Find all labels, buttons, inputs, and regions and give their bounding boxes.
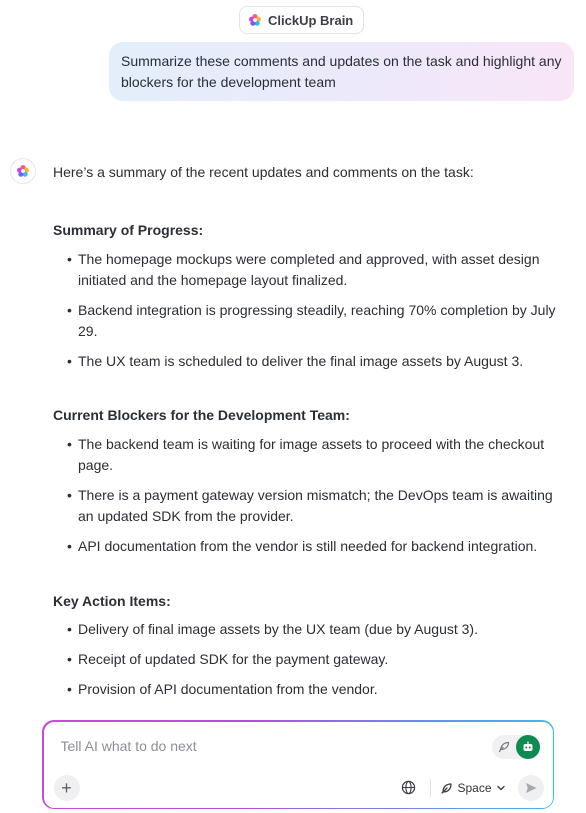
section-heading-action-items: Key Action Items: — [53, 593, 171, 609]
feather-icon[interactable] — [492, 735, 516, 759]
list-item: • Backend integration is progressing steadily, reaching 70% completion by July 29. — [53, 300, 563, 342]
ai-composer — [42, 720, 554, 809]
list-item: • Receipt of updated SDK for the payment gateway. — [53, 649, 563, 670]
blockers-list — [53, 434, 563, 566]
list-item: • Delivery of final image assets by the UX team (due by August 3). — [53, 619, 563, 640]
action-items-list — [53, 619, 563, 709]
user-message-bubble: Summarize these comments and updates on the task and highlight any blockers for the development team — [109, 42, 574, 101]
progress-list — [53, 249, 563, 381]
section-heading-progress: Summary of Progress: — [53, 222, 204, 238]
chevron-down-icon — [496, 783, 506, 793]
section-heading-blockers: Current Blockers for the Development Team: — [53, 407, 350, 423]
list-item: • There is a payment gateway version mismatch; the DevOps team is awaiting an updated SDK from the provider. — [53, 485, 563, 527]
globe-icon — [401, 780, 416, 795]
ai-avatar — [10, 158, 36, 184]
list-item: • API documentation from the vendor is still needed for backend integration. — [53, 536, 563, 557]
send-icon — [524, 781, 538, 795]
list-item: • Provision of API documentation from the vendor. — [53, 679, 563, 700]
brand-label: ClickUp Brain — [268, 12, 354, 28]
plus-icon: + — [61, 777, 72, 798]
list-item: • The backend team is waiting for image assets to proceed with the checkout page. — [53, 434, 563, 476]
list-item: • The homepage mockups were completed and approved, with asset design initiated and the homepage layout finalized. — [53, 249, 563, 291]
space-icon — [440, 781, 454, 795]
composer-body — [44, 722, 553, 808]
toolbar-divider — [430, 779, 431, 797]
send-button[interactable] — [518, 775, 544, 801]
clickup-brain-badge — [239, 6, 364, 34]
robot-icon[interactable] — [516, 735, 540, 759]
prompt-input[interactable] — [61, 738, 461, 754]
web-search-button[interactable] — [400, 779, 418, 797]
list-item: • The UX team is scheduled to deliver the final image assets by August 3. — [53, 351, 563, 372]
clickup-brain-flower-icon — [16, 164, 30, 178]
clickup-brain-flower-icon — [248, 13, 262, 27]
mode-toggle[interactable] — [492, 735, 540, 759]
space-selector[interactable] — [440, 778, 506, 798]
space-label: Space — [457, 780, 492, 795]
ai-response-intro: Here’s a summary of the recent updates and comments on the task: — [53, 164, 474, 180]
add-button[interactable] — [54, 775, 80, 801]
